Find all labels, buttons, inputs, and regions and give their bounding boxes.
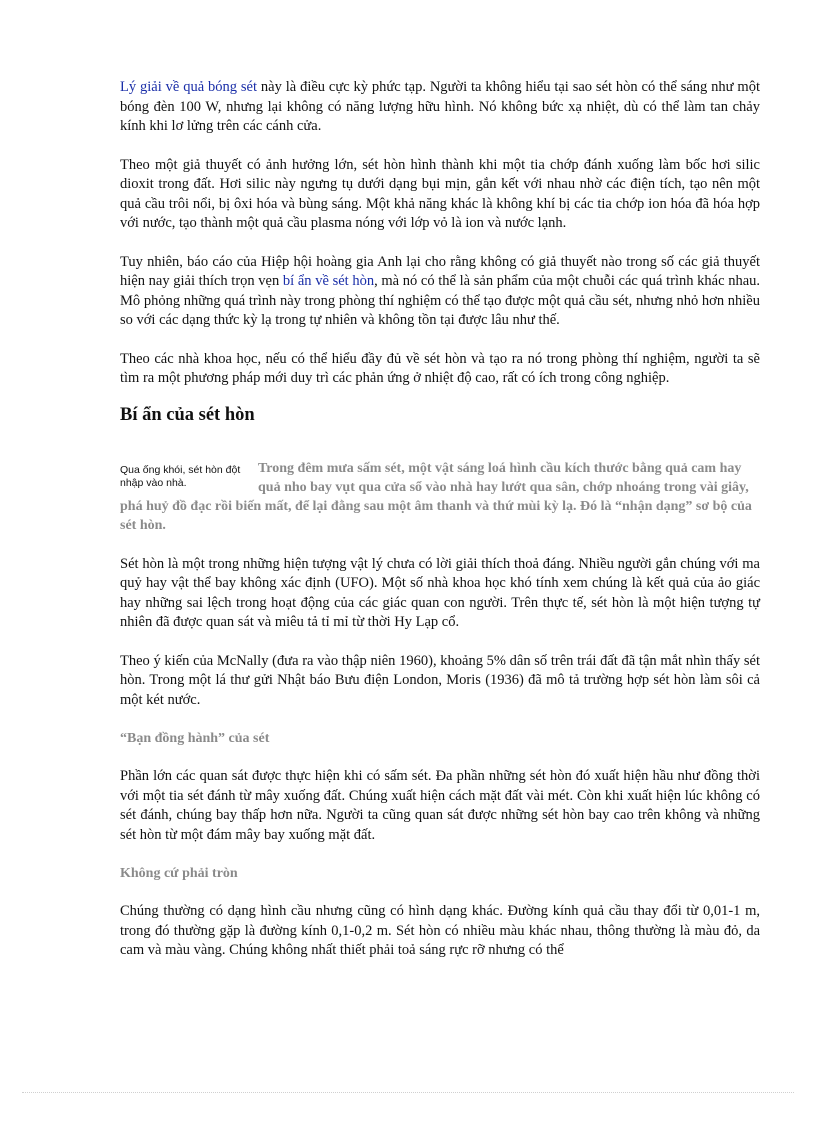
paragraph-intro-text: này là điều cực kỳ phức tạp. Người ta không hiểu tại sao sét hòn có thể sáng như một bóng đèn 100 W, nhưng lại không có năng lượng hữu hình. Nó không bức xạ nhiệt, dù có thể làm tan chảy kính khi lơ lửng trên các cánh cửa. — [120, 79, 760, 134]
paragraph-royal-society-after: , mà nó có thể là sản phẩm của một chuỗi các quá trình khác nhau. Mô phỏng những quá trình này trong phòng thí nghiệm có thể tạo được một quả cầu sét, nhưng nhỏ hơn nhiều so với các dạng thức kỳ lạ trong tự nhiên và không tồn tại được lâu như thế. — [120, 273, 761, 328]
lead-block — [120, 459, 760, 535]
paragraph-hypothesis: Theo một giả thuyết có ảnh hưởng lớn, sét hòn hình thành khi một tia chớp đánh xuống làm bốc hơi silic dioxit trong đất. Hơi silic này ngưng tụ dưới dạng bụi mịn, gắn kết với nhau nhờ các điện tích, tạo nên một quả cầu trôi nổi, bị ôxi hóa và bùng sáng. Một khả năng khác là không khí bị các tia chớp ion hóa đã hóa hợp với nước, tạo thành một quả cầu plasma nóng với lớp vỏ là ion và nước lạnh. — [120, 156, 760, 231]
page-bottom-divider — [22, 1092, 794, 1093]
paragraph-mcnally: Theo ý kiến của McNally (đưa ra vào thập niên 1960), khoảng 5% dân số trên trái đất đã tận mắt nhìn thấy sét hòn. Trong một lá thư gửi Nhật báo Bưu điện London, Moris (1936) đã mô tả trường hợp sét hòn làm sôi cả một két nước. — [120, 652, 760, 708]
mystery-link[interactable]: bí ẩn về sét hòn — [282, 273, 375, 289]
paragraph-observations: Phần lớn các quan sát được thực hiện khi có sấm sét. Đa phần những sét hòn đó xuất hiện hầu như đồng thời với một tia sét đánh từ mây xuống đất. Chúng xuất hiện cách mặt đất vài mét. Còn khi xuất hiện lúc không có sét đánh, chúng bay thấp hơn nữa. Người ta cũng quan sát được những sét hòn bay cao trên không và những sét hòn từ một đám mây bay xuống mặt đất. — [120, 768, 760, 843]
paragraph-shape: Chúng thường có dạng hình cầu nhưng cũng có hình dạng khác. Đường kính quả cầu thay đổi từ 0,01-1 m, trong đó thường gặp là đường kính 0,1-0,2 m. Sét hòn có nhiều màu khác nhau, thông thường là màu đỏ, da cam và màu vàng. Chúng không nhất thiết phải toả sáng rực rỡ nhưng có thể — [120, 903, 760, 958]
paragraph-scientists: Theo các nhà khoa học, nếu có thể hiểu đầy đủ về sét hòn và tạo ra nó trong phòng thí nghiệm, người ta sẽ tìm ra một phương pháp mới duy trì các phản ứng ở nhiệt độ cao, rất có ích trong công nghiệp. — [120, 350, 760, 386]
paragraph-royal-society — [120, 253, 760, 331]
lead-paragraph: Trong đêm mưa sấm sét, một vật sáng loá hình cầu kích thước bằng quả cam hay quả nho bay vụt qua cửa sổ vào nhà hay lướt qua sân, chớp nhoáng trong vài giây, phá huỷ đồ đạc rồi biến mất, để lại đằng sau một âm thanh và thứ mùi kỳ lạ. Đó là “nhận dạng” sơ bộ của sét hòn. — [120, 460, 752, 533]
paragraph-phenomenon: Sét hòn là một trong những hiện tượng vật lý chưa có lời giải thích thoả đáng. Nhiều người gắn chúng với ma quỷ hay vật thể bay không xác định (UFO). Một số nhà khoa học khó tính xem chúng là kết quả của ảo giác hay những sai lệch trong hoạt động của các giác quan con người. Trên thực tế, sét hòn là một hiện tượng tự nhiên đã được quan sát và miêu tả tỉ mỉ từ thời Hy Lạp cổ. — [120, 555, 760, 630]
paragraph-royal-society-before: Tuy nhiên, báo cáo của Hiệp hội hoàng gia Anh lại cho rằng không có giả thuyết nào trong số các giả thuyết hiện nay giải thích trọn vẹn — [120, 253, 760, 289]
image-caption: Qua ống khói, sét hòn đột nhập vào nhà. — [120, 463, 241, 489]
ball-lightning-link[interactable]: Lý giải về quả bóng sét — [120, 79, 258, 95]
section-title: Bí ẩn của sét hòn — [120, 404, 255, 425]
paragraph-intro — [120, 78, 760, 137]
subheading-companion: “Bạn đồng hành” của sét — [120, 731, 270, 746]
document-page — [120, 78, 760, 961]
subheading-not-round: Không cứ phải tròn — [120, 866, 238, 881]
